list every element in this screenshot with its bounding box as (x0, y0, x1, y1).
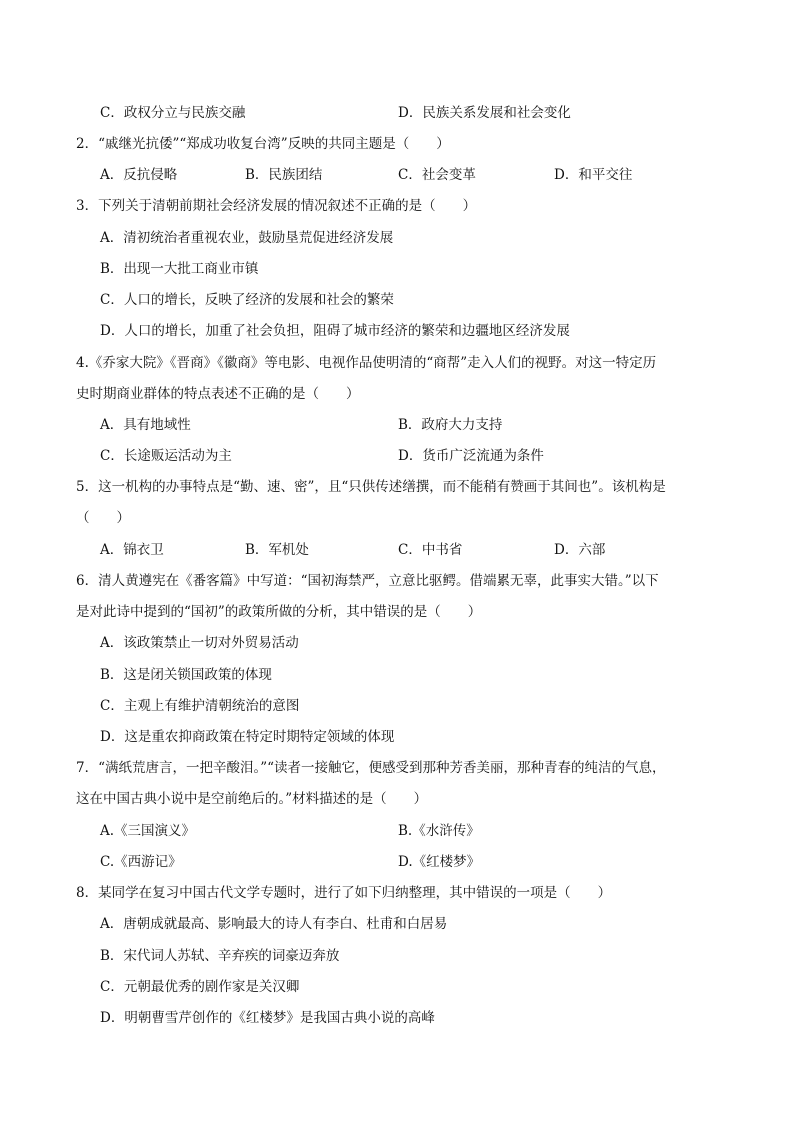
q7-option-a: A.《三国演义》 (100, 823, 196, 839)
q8-option-c: C．元朝最优秀的剧作家是关汉卿 (100, 979, 300, 995)
q3-option-b: B．出现一大批工商业市镇 (100, 261, 259, 277)
q3-option-d: D．人口的增长，加重了社会负担，阻碍了城市经济的繁荣和边疆地区经济发展 (100, 323, 570, 339)
q6-option-b: B．这是闭关锁国政策的体现 (100, 667, 272, 683)
q3-option-c: C．人口的增长，反映了经济的发展和社会的繁荣 (100, 292, 394, 308)
q7-option-b: B.《水浒传》 (398, 823, 480, 839)
q2-option-a: A．反抗侵略 (100, 167, 178, 183)
option-d: D．民族关系发展和社会变化 (398, 105, 571, 121)
question-2-stem: 2．“戚继光抗倭”“郑成功收复台湾”反映的共同主题是（ ） (76, 136, 450, 152)
q7-option-d: D.《红楼梦》 (398, 854, 481, 870)
q8-option-b: B．宋代词人苏轼、辛弃疾的词豪迈奔放 (100, 948, 340, 964)
q8-option-d: D．明朝曹雪芹创作的《红楼梦》是我国古典小说的高峰 (100, 1010, 435, 1026)
q4-option-d: D．货币广泛流通为条件 (398, 448, 544, 464)
q2-option-c: C．社会变革 (398, 167, 476, 183)
q2-option-b: B．民族团结 (245, 167, 323, 183)
question-7-stem-line1: 7．“满纸荒唐言，一把辛酸泪。”“读者一接触它，便感受到那种芳香美丽，那种青春的纯洁的气息， (76, 760, 666, 776)
q6-option-d: D．这是重农抑商政策在特定时期特定领域的体现 (100, 729, 395, 745)
question-7-stem-line2: 这在中国古典小说中是空前绝后的。”材料描述的是（ ） (76, 791, 428, 807)
q6-option-a: A．该政策禁止一切对外贸易活动 (100, 635, 299, 651)
question-5-stem-line2: （ ） (76, 510, 130, 526)
q4-option-a: A．具有地域性 (100, 417, 191, 433)
q5-option-d: D．六部 (554, 542, 606, 558)
q5-option-a: A．锦衣卫 (100, 542, 164, 558)
q5-option-c: C．中书省 (398, 542, 463, 558)
question-8-stem: 8．某同学在复习中国古代文学专题时，进行了如下归纳整理，其中错误的一项是（ ） (76, 885, 612, 901)
question-3-stem: 3．下列关于清朝前期社会经济发展的情况叙述不正确的是（ ） (76, 198, 477, 214)
q3-option-a: A．清初统治者重视农业，鼓励垦荒促进经济发展 (100, 230, 394, 246)
question-6-stem-line2: 是对此诗中提到的“国初”的政策所做的分析，其中错误的是（ ） (76, 604, 482, 620)
q8-option-a: A．唐朝成就最高、影响最大的诗人有李白、杜甫和白居易 (100, 916, 448, 932)
q7-option-c: C.《西游记》 (100, 854, 182, 870)
option-c: C．政权分立与民族交融 (100, 105, 246, 121)
question-4-stem-line2: 史时期商业群体的特点表述不正确的是（ ） (76, 386, 360, 402)
q5-option-b: B．军机处 (245, 542, 309, 558)
q2-option-d: D．和平交往 (554, 167, 633, 183)
q6-option-c: C．主观上有维护清朝统治的意图 (100, 698, 300, 714)
question-4-stem-line1: 4.《乔家大院》《晋商》《徽商》等电影、电视作品使明清的“商帮”走入人们的视野。对这一特定历 (76, 355, 657, 371)
q4-option-c: C．长途贩运活动为主 (100, 448, 232, 464)
question-5-stem-line1: 5．这一机构的办事特点是“勤、速、密”，且“只供传述缮撰，而不能稍有赞画于其间也”。该机构是 (76, 479, 666, 495)
q4-option-b: B．政府大力支持 (398, 417, 503, 433)
question-6-stem-line1: 6．清人黄遵宪在《番客篇》中写道：“国初海禁严，立意比驱鳄。借端累无辜，此事实大错。”以下 (76, 573, 659, 589)
